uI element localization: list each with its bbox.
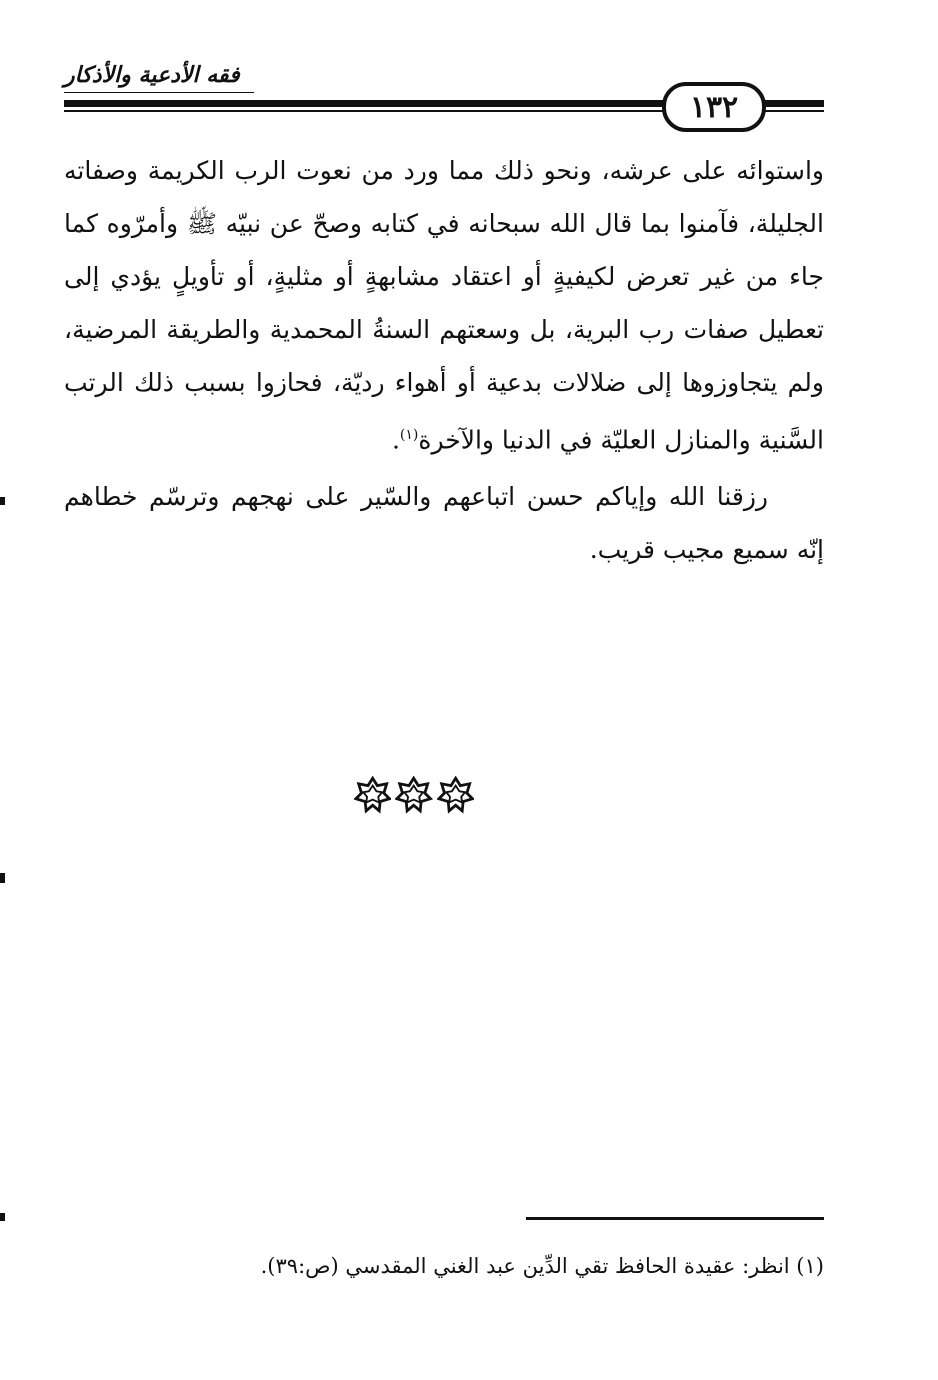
book-title: فقه الأدعية والأذكار xyxy=(64,62,240,88)
margin-mark xyxy=(0,1213,5,1221)
star-ornament-icon xyxy=(437,776,474,814)
footnote: (١) انظر: عقيدة الحافظ تقي الدِّين عبد الغني المقدسي (ص:٣٩). xyxy=(260,1254,824,1278)
title-underline xyxy=(64,92,254,93)
margin-mark xyxy=(0,497,5,505)
main-text xyxy=(64,144,824,576)
page-number-text: ١٣٢ xyxy=(689,89,739,125)
paragraph-1-text: واستوائه على عرشه، ونحو ذلك مما ورد من نعوت الرب الكريمة وصفاته الجليلة، فآمنوا بما قال الله سبحانه في كتابه وصحّ عن نبيّه ﷺ وأمرّوه كما جاء من غير تعرض لكيفيةٍ أو اعتقاد مشابهةٍ أو مثليةٍ، أو تأويلٍ يؤدي إلى تعطيل صفات رب البرية، بل وسعتهم السنةُ المحمدية والطريقة المرضية، ولم يتجاوزوها إلى ضلالات بدعية أو أهواء رديّة، فحازوا بسبب ذلك الرتب السَّنية والمنازل العليّة في الدنيا والآخرة xyxy=(64,156,824,455)
footnote-ref[interactable]: (١) xyxy=(399,427,419,443)
paragraph-1-end: . xyxy=(391,425,400,455)
footnote-separator xyxy=(526,1217,824,1220)
margin-mark xyxy=(0,873,5,883)
section-ornament xyxy=(354,776,474,816)
star-ornament-icon xyxy=(395,776,432,814)
star-ornament-icon xyxy=(354,776,391,814)
page-number xyxy=(662,82,766,132)
paragraph-1 xyxy=(64,144,824,466)
paragraph-2: رزقنا الله وإياكم حسن اتباعهم والسّير على نهجهم وترسّم خطاهم إنّه سميع مجيب قريب. xyxy=(64,482,824,565)
